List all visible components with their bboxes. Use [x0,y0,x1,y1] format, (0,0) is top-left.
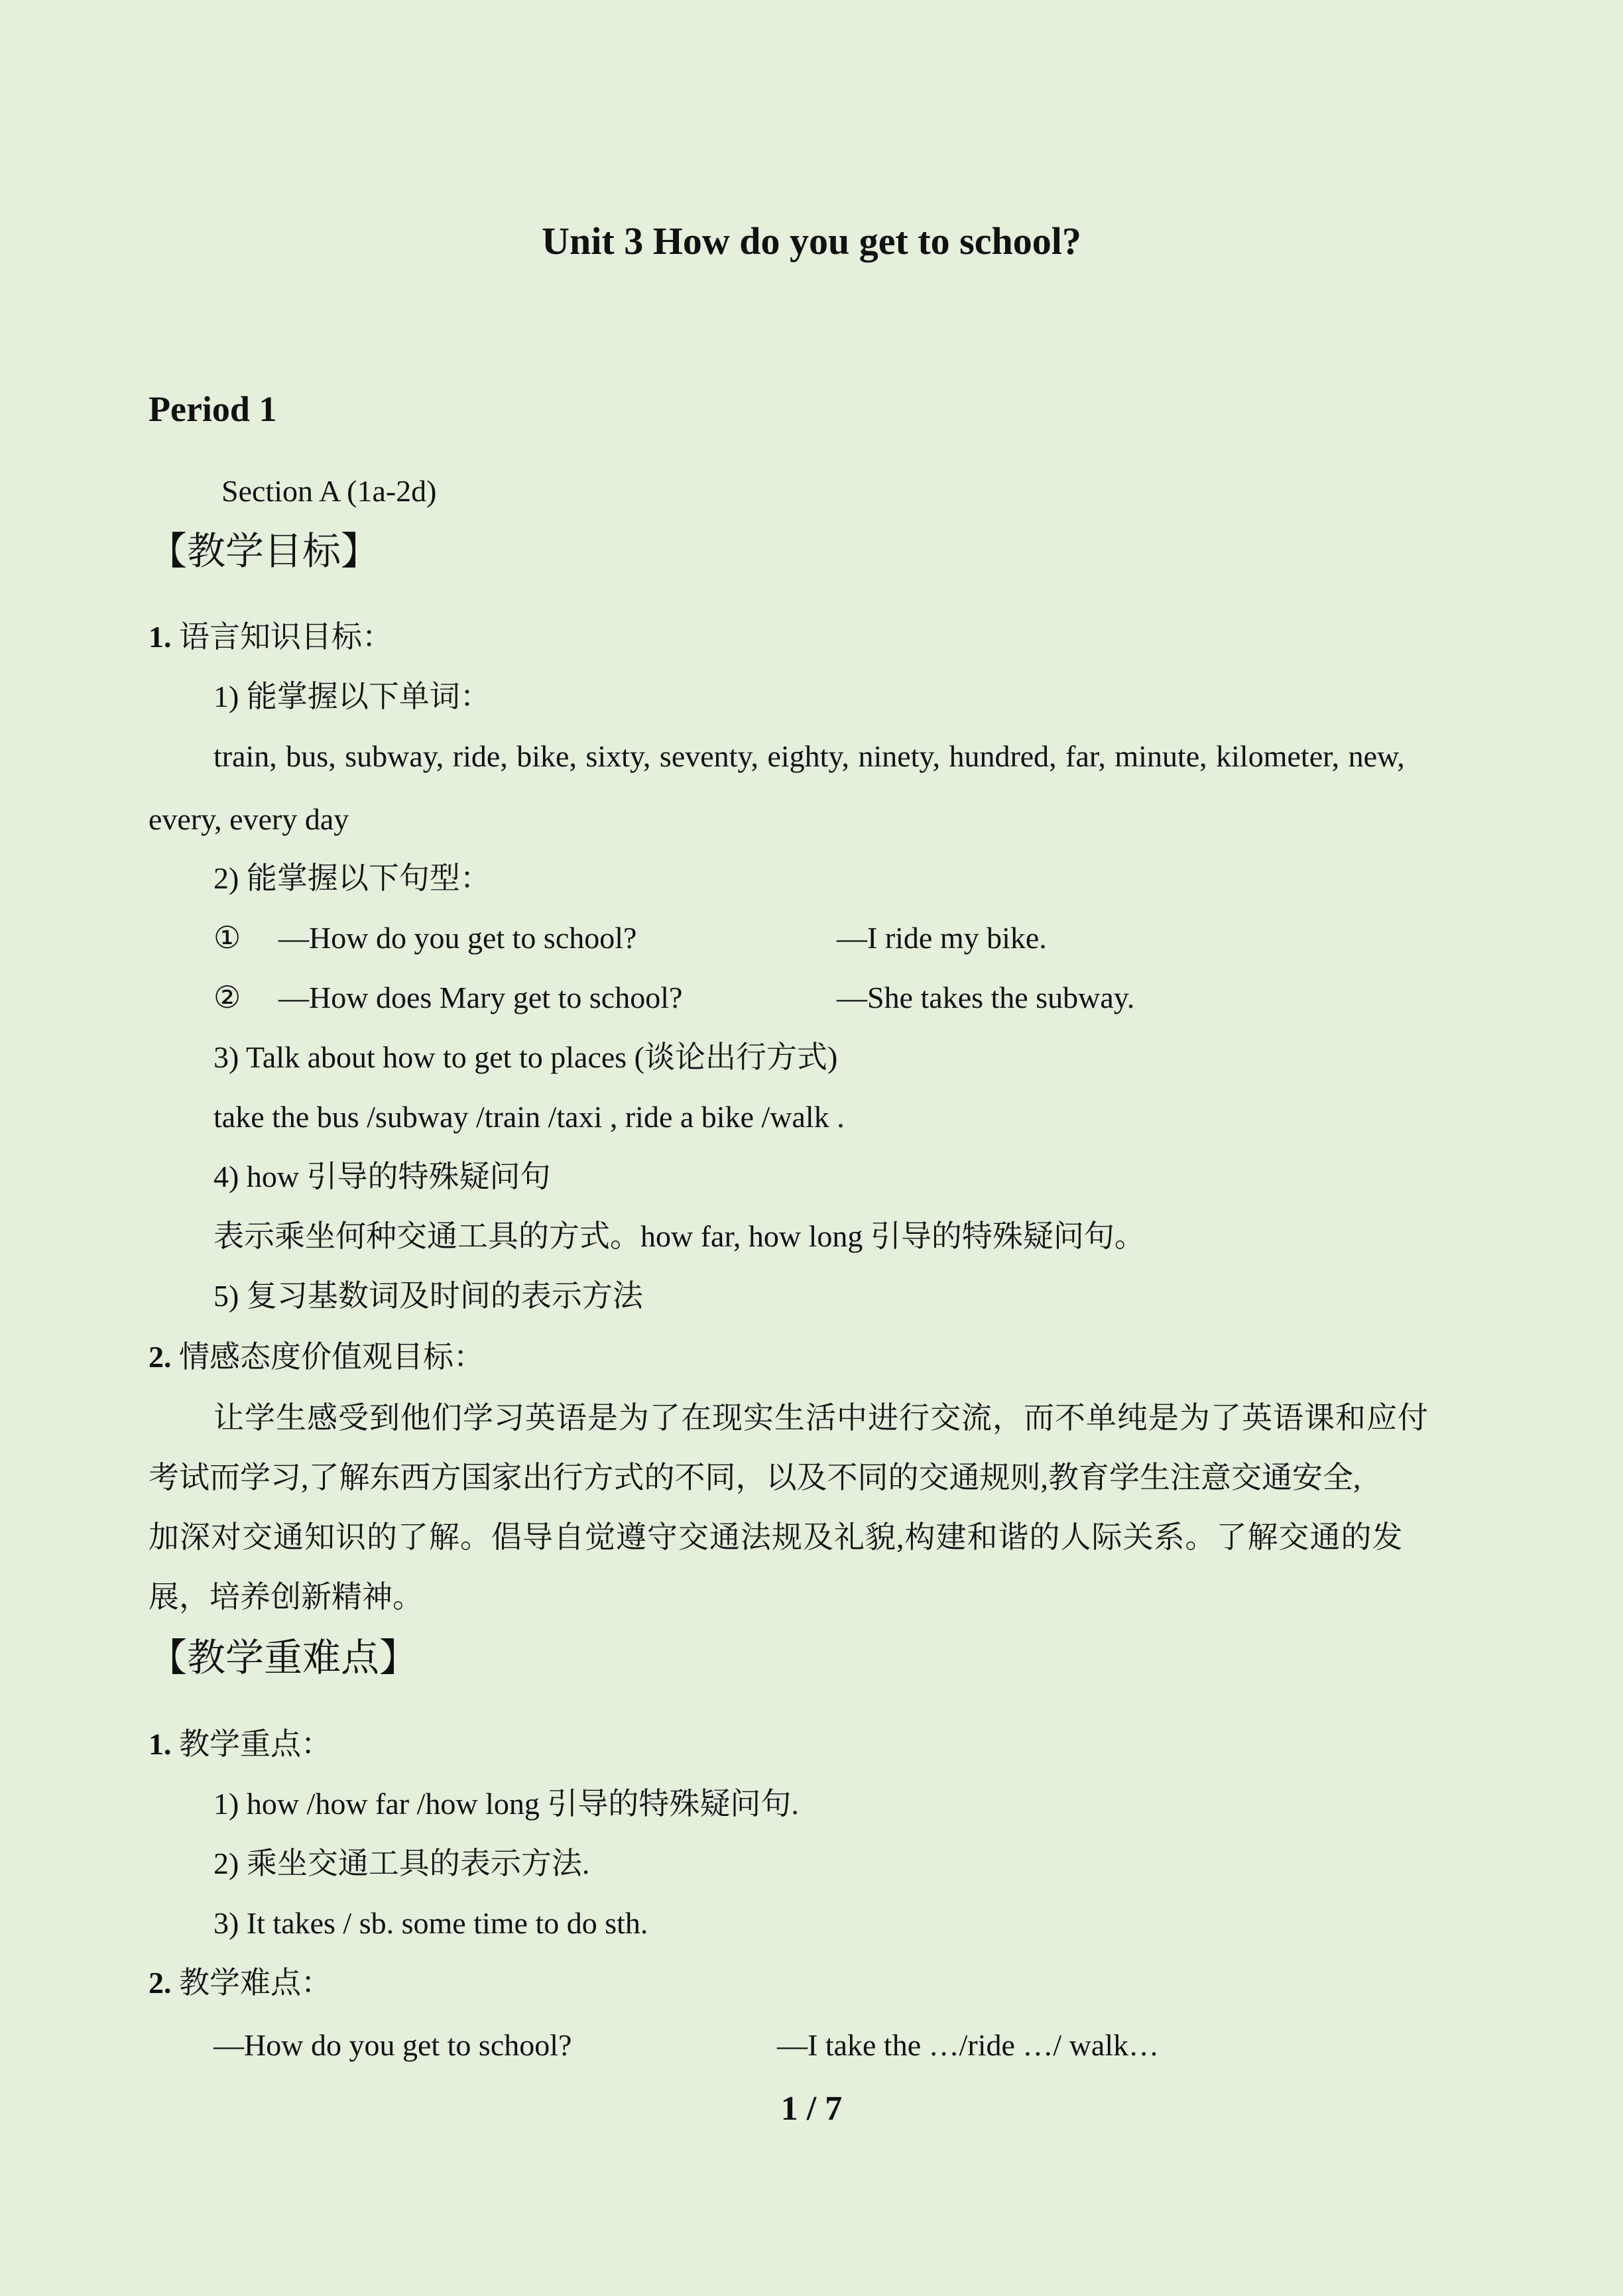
pattern-2-answer: —She takes the subway. [837,981,1135,1014]
vocab-line-2: every, every day [149,802,349,836]
goal-2-paragraph-line-1: 让学生感受到他们学习英语是为了在现实生活中进行交流，而不单纯是为了英语课和应付 [213,1401,1429,1435]
goal-2-paragraph-line-3: 加深对交通知识的了解。倡导自觉遵守交通法规及礼貌,构建和谐的人际关系。了解交通的发 [149,1520,1404,1554]
page-number: 1 / 7 [780,2090,843,2128]
goal-1-num: 1. [149,620,172,654]
goal-1-sub-3: 3) Talk about how to get to places (谈论出行方式) [213,1040,838,1074]
pattern-1-mark: ① [213,921,241,955]
goal-2-num: 2. [149,1340,172,1374]
goal-2 [149,1342,484,1372]
key-2-num: 2. [149,1966,172,2000]
goal-1-sub-1: 1) 能掌握以下单词： [213,680,491,713]
goal-1-sub-2: 2) 能掌握以下句型： [213,861,491,895]
keypoints-heading: 【教学重难点】 [149,1636,418,1679]
key-1-item-1: 1) how /how far /how long 引导的特殊疑问句. [213,1787,799,1821]
key-1-item-2: 2) 乘坐交通工具的表示方法. [213,1846,590,1880]
pattern-1-answer: —I ride my bike. [837,921,1047,955]
vocab-line-1: train, bus, subway, ride, bike, sixty, seventy, eighty, ninety, hundred, far, minute, kilometer, new, [213,739,1405,773]
goal-1-sub-5: 5) 复习基数词及时间的表示方法 [213,1279,643,1313]
key-1-item-3: 3) It takes / sb. some time to do sth. [213,1906,648,1940]
pattern-2-mark: ② [213,981,241,1014]
goal-1-sub-4-detail: 表示乘坐何种交通工具的方式。how far, how long 引导的特殊疑问句。 [213,1219,1145,1253]
goal-1 [149,622,392,652]
section-label: Section A (1a-2d) [221,474,437,508]
key-1 [149,1729,331,1760]
goal-2-paragraph-line-4: 展，培养创新精神。 [149,1580,423,1614]
pattern-2-question: —How does Mary get to school? [278,981,683,1014]
key-1-label: 教学重点： [179,1727,331,1761]
goal-2-label: 情感态度价值观目标： [179,1340,484,1374]
page-title: Unit 3 How do you get to school? [542,219,1081,263]
goal-1-label: 语言知识目标： [179,620,392,654]
key-2-question: —How do you get to school? [213,2028,572,2062]
pattern-1-question: —How do you get to school? [278,921,637,955]
period-heading: Period 1 [149,389,277,429]
goal-1-sub-3-detail: take the bus /subway /train /taxi , ride a bike /walk . [213,1100,845,1134]
key-2-label: 教学难点： [179,1966,331,2000]
goal-2-paragraph-line-2: 考试而学习,了解东西方国家出行方式的不同，以及不同的交通规则,教育学生注意交通安全, [149,1461,1361,1494]
key-1-num: 1. [149,1727,172,1761]
key-2 [149,1968,331,1998]
key-2-answer: —I take the …/ride …/ walk… [777,2028,1160,2062]
goals-heading: 【教学目标】 [149,530,380,573]
goal-1-sub-4: 4) how 引导的特殊疑问句 [213,1160,551,1193]
